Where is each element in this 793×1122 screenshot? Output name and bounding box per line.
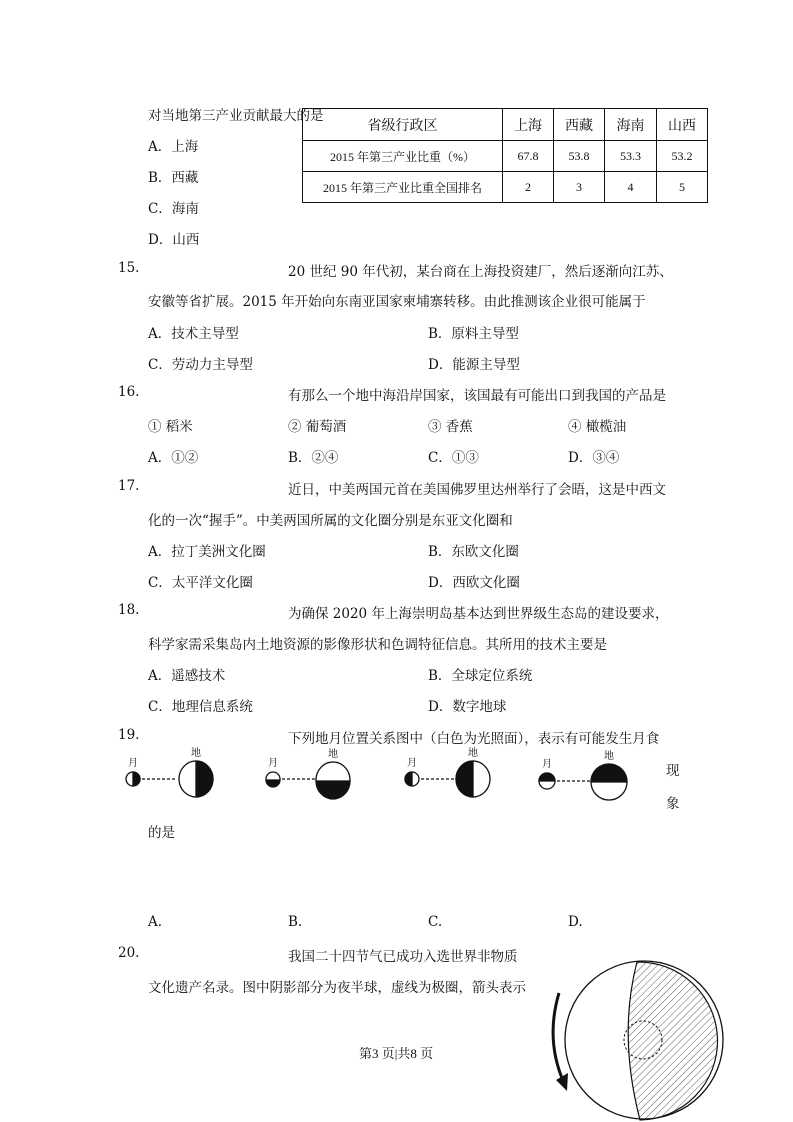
moon-label: 月 xyxy=(407,758,417,769)
q15-line2: 安徽等省扩展。2015 年开始向东南亚国家柬埔寨转移。由此推测该企业很可能属于 xyxy=(148,294,646,310)
earth-label: 地 xyxy=(191,748,201,759)
q16-line1: 有那么一个地中海沿岸国家，该国最有可能出口到我国的产品是 xyxy=(288,388,666,404)
q19-option-d: D. xyxy=(568,914,583,930)
table-cell: 2 xyxy=(503,172,554,203)
table-header: 山西 xyxy=(657,109,708,141)
tertiary-industry-table xyxy=(302,108,708,203)
q18-line2: 科学家需采集岛内土地资源的影像形状和色调特征信息。其所用的技术主要是 xyxy=(148,637,607,653)
q18-option-a: A．遥感技术 xyxy=(148,668,226,684)
q14-option-d: D．山西 xyxy=(148,232,200,248)
q14-stem: 对当地第三产业贡献最大的是 xyxy=(148,108,324,124)
earth-label: 地 xyxy=(468,748,478,759)
q15-option-b: B．原料主导型 xyxy=(428,326,519,342)
q19-number: 19. xyxy=(118,727,140,743)
q17-number: 17. xyxy=(118,478,140,494)
q14-option-c: C．海南 xyxy=(148,201,199,217)
q15-number: 15. xyxy=(118,260,140,276)
table-header: 省级行政区 xyxy=(303,109,503,141)
q20-line2: 文化遗产名录。图中阴影部分为夜半球，虚线为极圈，箭头表示 xyxy=(148,980,526,996)
q15-option-c: C．劳动力主导型 xyxy=(148,357,253,373)
table-cell: 67.8 xyxy=(503,141,554,172)
q14-option-a: A．上海 xyxy=(148,139,199,155)
q19-side-char-1: 现 xyxy=(666,763,680,779)
diagram-a xyxy=(126,761,213,797)
q18-option-d: D．数字地球 xyxy=(428,699,507,715)
q15-option-d: D．能源主导型 xyxy=(428,357,520,373)
table-row xyxy=(303,141,708,172)
q16-option-a: A．①② xyxy=(148,450,199,466)
q17-line2: 化的一次“握手”。中美两国所属的文化圈分别是东亚文化圈和 xyxy=(148,513,513,529)
table-row xyxy=(303,172,708,203)
moon-label: 月 xyxy=(268,758,278,769)
page-footer: 第3 页|共8 页 xyxy=(359,1046,434,1061)
q16-item-1: ① 稻米 xyxy=(148,419,193,435)
moon-label: 月 xyxy=(128,758,138,769)
q19-option-a: A. xyxy=(148,914,163,930)
moon-label: 月 xyxy=(542,759,552,770)
q20-number: 20. xyxy=(118,945,140,961)
q15-option-a: A．技术主导型 xyxy=(148,326,239,342)
earth-label: 地 xyxy=(604,751,614,762)
q17-option-b: B．东欧文化圈 xyxy=(428,544,519,560)
q20-line1: 我国二十四节气已成功入选世界非物质 xyxy=(288,949,518,965)
q18-line1: 为确保 2020 年上海崇明岛基本达到世界级生态岛的建设要求， xyxy=(288,606,669,622)
q16-option-c: C．①③ xyxy=(428,450,479,466)
q17-option-d: D．西欧文化圈 xyxy=(428,575,520,591)
q19-option-c: C. xyxy=(428,914,443,930)
q19-line1: 下列地月位置关系图中（白色为光照面），表示有可能发生月食 xyxy=(288,731,660,747)
table-header: 海南 xyxy=(605,109,657,141)
rotation-arrow-icon xyxy=(553,993,564,1083)
table-cell: 5 xyxy=(657,172,708,203)
night-hemisphere xyxy=(628,962,717,1120)
q16-item-2: ② 葡萄酒 xyxy=(288,419,347,435)
q16-item-4: ④ 橄榄油 xyxy=(568,419,627,435)
table-header-row xyxy=(303,109,708,141)
table-cell: 53.3 xyxy=(605,141,657,172)
table-header: 上海 xyxy=(503,109,554,141)
table-cell: 53.8 xyxy=(554,141,605,172)
q18-number: 18. xyxy=(118,602,140,618)
q17-option-c: C．太平洋文化圈 xyxy=(148,575,253,591)
diagram-c xyxy=(405,761,490,797)
q16-item-3: ③ 香蕉 xyxy=(428,419,473,435)
globe-diagram xyxy=(540,955,740,1122)
diagram-d xyxy=(539,764,627,800)
diagram-b xyxy=(266,762,350,799)
table-header: 西藏 xyxy=(554,109,605,141)
q18-option-b: B．全球定位系统 xyxy=(428,668,533,684)
earth-moon-diagrams xyxy=(0,740,793,820)
earth-label: 地 xyxy=(328,749,338,760)
q19-option-b: B. xyxy=(288,914,303,930)
q16-option-d: D．③④ xyxy=(568,450,620,466)
q19-line2: 的是 xyxy=(148,825,175,841)
table-cell: 2015 年第三产业比重（%） xyxy=(303,141,503,172)
table-cell: 2015 年第三产业比重全国排名 xyxy=(303,172,503,203)
table-cell: 53.2 xyxy=(657,141,708,172)
table-cell: 3 xyxy=(554,172,605,203)
q19-side-char-2: 象 xyxy=(666,796,680,812)
table-cell: 4 xyxy=(605,172,657,203)
q18-option-c: C．地理信息系统 xyxy=(148,699,253,715)
q17-option-a: A．拉丁美洲文化圈 xyxy=(148,544,266,560)
q14-option-b: B．西藏 xyxy=(148,170,199,186)
q15-line1: 20 世纪 90 年代初，某台商在上海投资建厂，然后逐渐向江苏、 xyxy=(288,264,673,280)
q17-line1: 近日，中美两国元首在美国佛罗里达州举行了会晤，这是中西文 xyxy=(288,482,666,498)
q16-number: 16. xyxy=(118,384,140,400)
q16-option-b: B．②④ xyxy=(288,450,339,466)
